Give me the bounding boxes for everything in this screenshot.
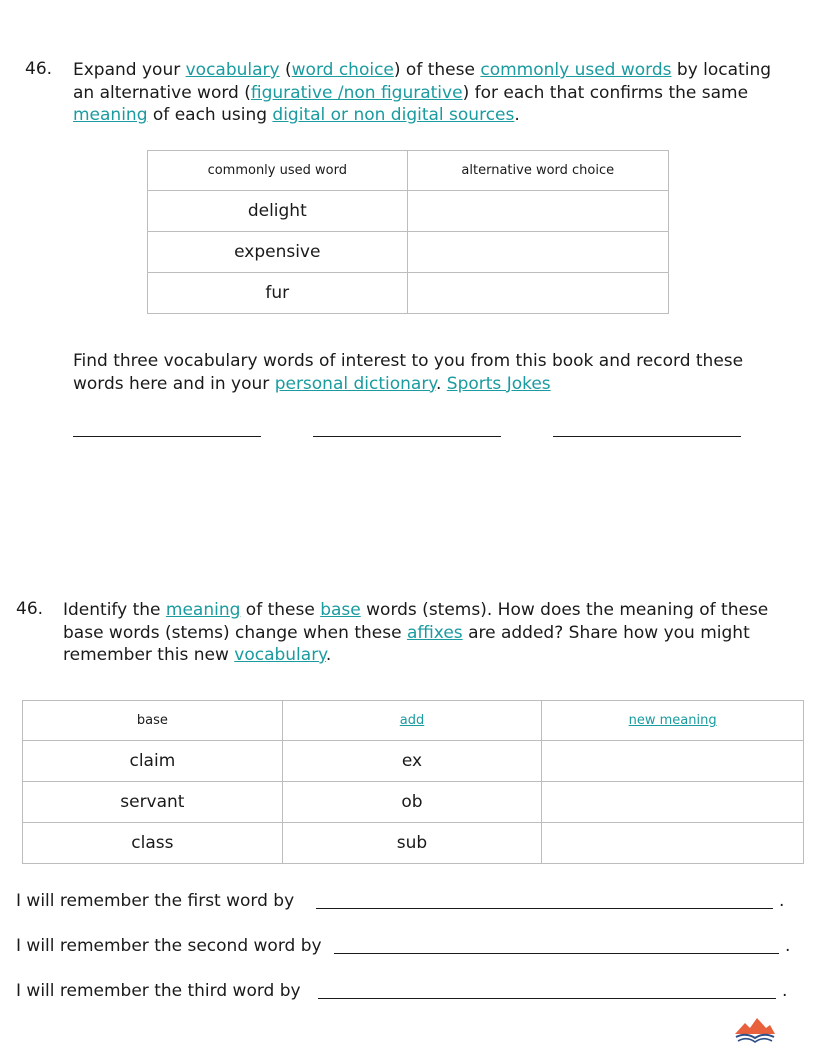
answer-blank-3[interactable] xyxy=(553,436,741,437)
table-header xyxy=(282,701,542,741)
answer-cell[interactable] xyxy=(542,782,804,823)
remember-second-period: . xyxy=(785,936,791,956)
question-number-1: 46. xyxy=(25,59,53,79)
table-cell: ex xyxy=(282,741,542,782)
table-cell: delight xyxy=(148,191,408,232)
table-row xyxy=(148,273,669,314)
link-word-choice[interactable]: word choice xyxy=(291,60,394,80)
book-mountain-logo-icon xyxy=(733,1014,777,1044)
remember-second-text: I will remember the second word by xyxy=(16,936,322,956)
table-header: alternative word choice xyxy=(407,151,668,191)
remember-third-period: . xyxy=(782,981,788,1001)
table-cell: ob xyxy=(282,782,542,823)
answer-cell[interactable] xyxy=(407,191,668,232)
link-sports-jokes[interactable]: Sports Jokes xyxy=(446,373,551,394)
table-cell: sub xyxy=(282,823,542,864)
link-commonly-used-words[interactable]: commonly used words xyxy=(480,60,672,80)
table-cell: claim xyxy=(23,741,283,782)
remember-second-blank[interactable] xyxy=(334,953,779,954)
link-figurative[interactable]: figurative /non figurative xyxy=(250,82,463,103)
table-cell: servant xyxy=(23,782,283,823)
answer-cell[interactable] xyxy=(542,741,804,782)
table-cell: class xyxy=(23,823,283,864)
link-vocabulary[interactable]: vocabulary xyxy=(185,60,280,80)
answer-cell[interactable] xyxy=(542,823,804,864)
table-row xyxy=(148,232,669,273)
table-row xyxy=(148,191,669,232)
remember-first-period: . xyxy=(779,891,785,911)
answer-cell[interactable] xyxy=(407,273,668,314)
link-meaning[interactable]: meaning xyxy=(73,105,148,125)
link-meaning[interactable]: meaning xyxy=(165,600,241,620)
table-header: commonly used word xyxy=(148,151,408,191)
question-2-line-1: Identify the meaning of these base words (stems). How does the meaning of these xyxy=(63,600,769,620)
table-header-row xyxy=(23,701,804,741)
remember-first-blank[interactable] xyxy=(316,908,773,909)
link-new-meaning[interactable]: new meaning xyxy=(628,713,717,728)
link-personal-dictionary[interactable]: personal dictionary xyxy=(274,373,436,394)
affix-table xyxy=(22,700,804,864)
question-2-line-3: remember this new vocabulary. xyxy=(63,645,332,665)
link-digital-sources[interactable]: digital or non digital sources xyxy=(272,105,515,125)
link-vocabulary[interactable]: vocabulary xyxy=(234,645,326,665)
table-row xyxy=(23,782,804,823)
question-1-line-1: Expand your vocabulary (word choice) of these commonly used words by locating xyxy=(73,60,772,80)
table-row xyxy=(23,823,804,864)
table-cell: expensive xyxy=(148,232,408,273)
link-affixes[interactable]: affixes xyxy=(406,622,463,643)
table-header-row xyxy=(148,151,669,191)
question-1-text xyxy=(73,59,793,127)
answer-cell[interactable] xyxy=(407,232,668,273)
answer-blank-1[interactable] xyxy=(73,436,261,437)
table-header xyxy=(542,701,804,741)
link-base[interactable]: base xyxy=(320,600,361,620)
table-cell: fur xyxy=(148,273,408,314)
remember-third-text: I will remember the third word by xyxy=(16,981,301,1001)
question-2-line-2: base words (stems) change when these affixes are added? Share how you might xyxy=(63,622,750,643)
question-1-line-3: meaning of each using digital or non digital sources. xyxy=(73,105,520,125)
link-add[interactable]: add xyxy=(399,713,425,728)
question-1-line-2: an alternative word (figurative /non figurative) for each that confirms the same xyxy=(73,82,749,103)
remember-third-blank[interactable] xyxy=(318,998,776,999)
find-words-text: Find three vocabulary words of interest to you from this book and record these words here and in your personal dictionary. Sports Jokes xyxy=(73,351,744,394)
word-choice-table xyxy=(147,150,669,314)
question-2-text xyxy=(63,599,803,667)
answer-blank-2[interactable] xyxy=(313,436,501,437)
table-row xyxy=(23,741,804,782)
remember-first-text: I will remember the first word by xyxy=(16,891,295,911)
question-number-2: 46. xyxy=(16,599,44,619)
table-header: base xyxy=(23,701,283,741)
